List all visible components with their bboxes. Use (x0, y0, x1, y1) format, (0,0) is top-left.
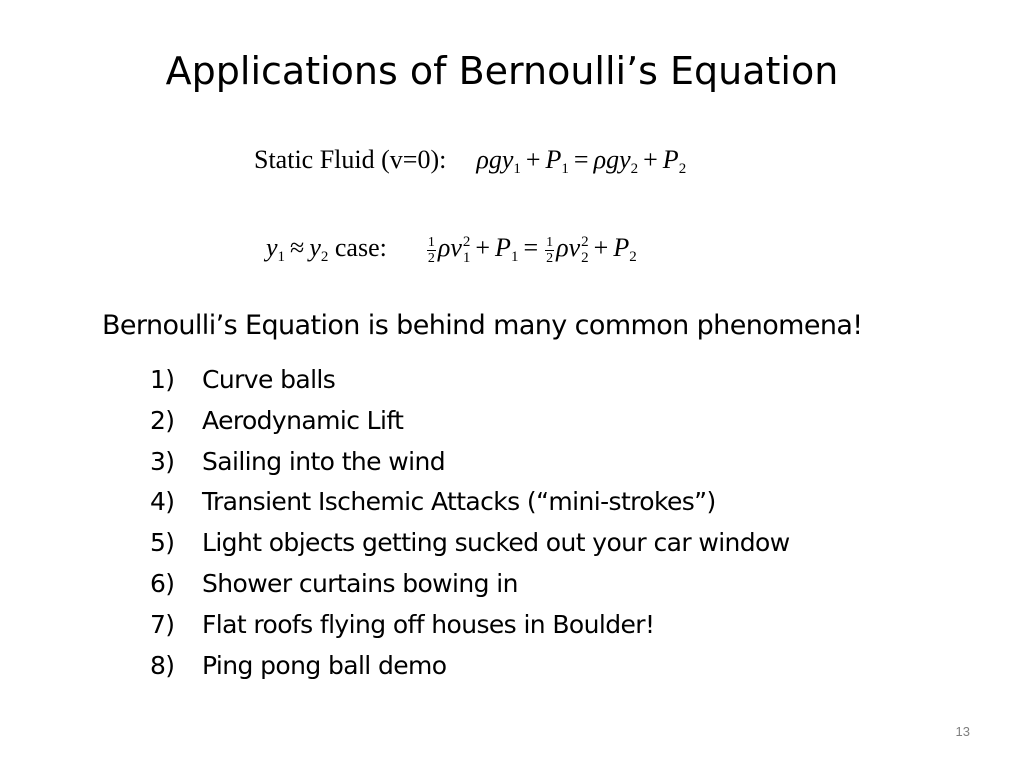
subscript: 1 (277, 249, 286, 265)
item-number: 7) (150, 609, 175, 639)
case-label: case: (334, 233, 387, 262)
list-item (150, 646, 790, 687)
fraction-denominator: 2 (546, 250, 554, 266)
list-item (150, 360, 790, 401)
subscript: 2 (630, 161, 639, 177)
p-symbol: P (613, 233, 630, 262)
v-symbol: v (568, 233, 581, 262)
phenomena-list (150, 360, 790, 686)
superscript: 2 (462, 234, 471, 251)
list-item (150, 442, 790, 483)
equals-sign: = (523, 233, 539, 262)
rho-symbol: ρ (437, 233, 451, 262)
static-fluid-label: Static Fluid (v=0): (254, 145, 447, 174)
page-number: 13 (955, 724, 970, 739)
plus-sign: + (525, 145, 541, 174)
subscript: 1 (561, 161, 569, 177)
subscript: 2 (581, 250, 589, 267)
item-number: 8) (150, 650, 175, 680)
static-fluid-equation (254, 140, 686, 189)
g-symbol: g (606, 145, 620, 174)
list-item (150, 401, 790, 442)
slide-title: Applications of Bernoulli’s Equation (165, 49, 839, 93)
approx-sign: ≈ (290, 233, 305, 262)
item-text: Shower curtains bowing in (202, 568, 518, 598)
subscript: 2 (320, 249, 329, 265)
p-symbol: P (495, 233, 511, 262)
item-number: 3) (150, 446, 175, 476)
g-symbol: g (488, 145, 502, 174)
item-number: 6) (150, 568, 175, 598)
y-symbol: y (309, 233, 321, 262)
subscript: 2 (629, 249, 637, 265)
y-symbol: y (501, 145, 514, 174)
fraction-numerator: 1 (546, 234, 554, 250)
lead-text: Bernoulli’s Equation is behind many common phenomena! (102, 310, 863, 341)
item-text: Ping pong ball demo (202, 650, 447, 680)
one-half-fraction (545, 235, 554, 266)
item-number: 1) (150, 365, 175, 394)
plus-sign: + (593, 233, 609, 262)
rho-symbol: ρ (593, 145, 607, 174)
list-item (150, 523, 790, 564)
subscript: 1 (513, 161, 521, 177)
list-item (150, 564, 790, 605)
plus-sign: + (475, 233, 491, 262)
rho-symbol: ρ (476, 145, 489, 174)
item-text: Transient Ischemic Attacks (“mini-strokes”) (202, 487, 716, 517)
equals-sign: = (573, 145, 589, 174)
item-number: 5) (150, 528, 175, 558)
y-symbol: y (619, 145, 631, 174)
p-symbol: P (662, 145, 679, 174)
item-text: Flat roofs flying off houses in Boulder! (202, 609, 655, 639)
y-symbol: y (266, 233, 278, 262)
item-text: Curve balls (202, 365, 336, 394)
fraction-denominator: 2 (427, 250, 435, 266)
item-number: 2) (150, 405, 175, 435)
rho-symbol: ρ (556, 233, 569, 262)
plus-sign: + (643, 145, 658, 174)
item-text: Sailing into the wind (202, 446, 446, 476)
subscript: 1 (510, 249, 519, 265)
v-symbol: v (450, 233, 462, 262)
item-number: 4) (150, 487, 175, 517)
p-symbol: P (545, 145, 562, 174)
item-text: Light objects getting sucked out your car window (202, 528, 790, 558)
fraction-numerator: 1 (427, 234, 435, 250)
list-item (150, 482, 790, 523)
item-text: Aerodynamic Lift (202, 405, 404, 435)
one-half-fraction (427, 235, 436, 266)
list-item (150, 605, 790, 646)
subscript: 1 (462, 250, 471, 267)
subscript: 2 (678, 161, 687, 177)
superscript: 2 (581, 234, 589, 251)
equal-height-equation (266, 226, 637, 279)
sup-sub (581, 234, 589, 266)
